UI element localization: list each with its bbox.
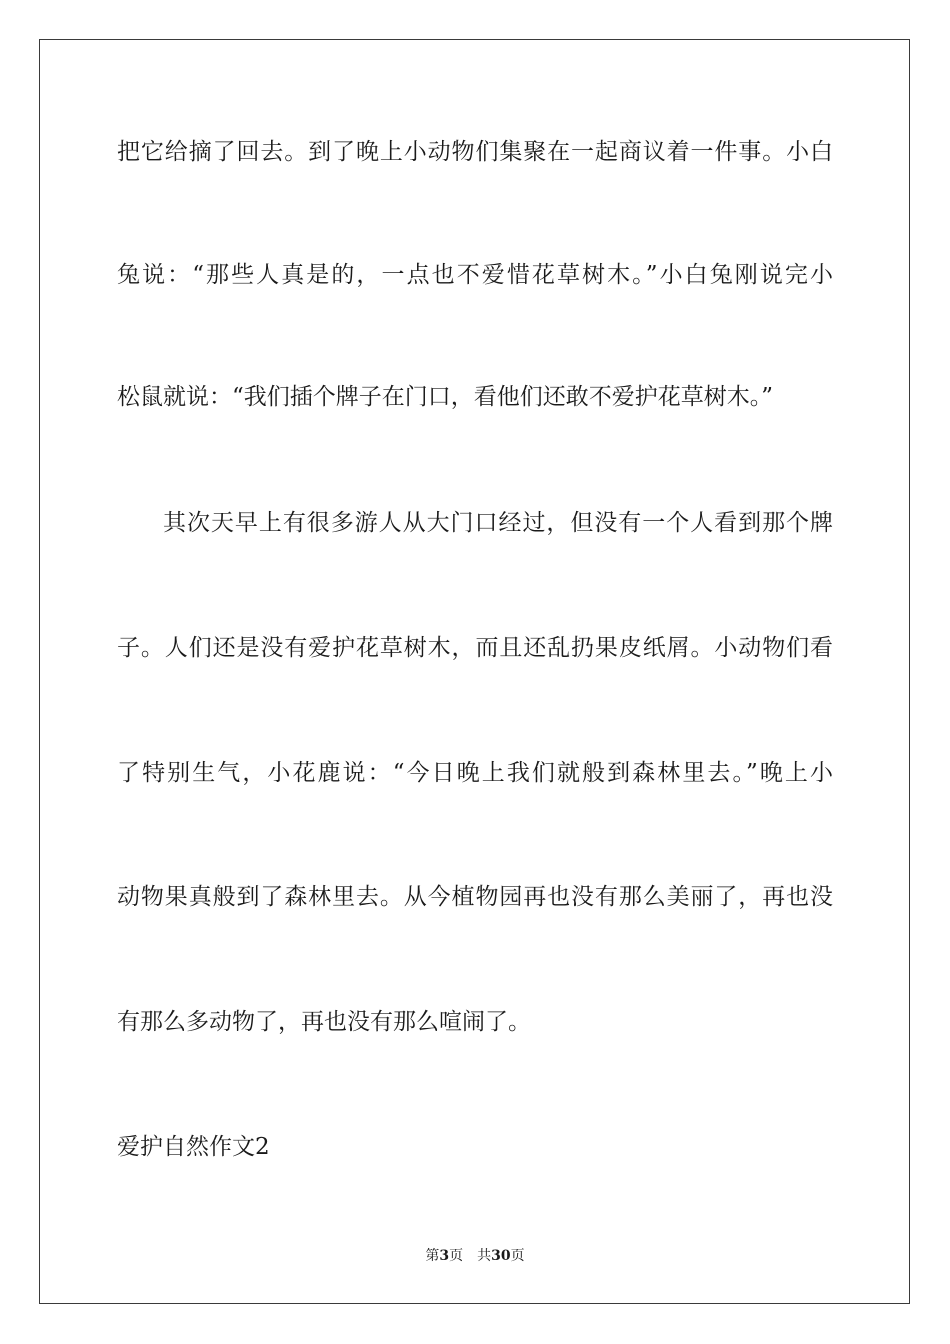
paragraph-line-8: 有那么多动物了，再也没有那么喧闹了。 (117, 1009, 531, 1035)
page-footer (0, 1247, 950, 1265)
footer-total-suffix: 页 (510, 1248, 525, 1264)
paragraph-line-5: 子。人们还是没有爱护花草树木，而且还乱扔果皮纸屑。小动物们看 (117, 635, 833, 661)
footer-page-number: 3 (439, 1248, 450, 1264)
paragraph-line-3: 松鼠就说：“我们插个牌子在门口，看他们还敢不爱护花草树木。” (117, 384, 774, 410)
section-heading: 爱护自然作文2 (117, 1134, 270, 1160)
footer-page-suffix: 页 (449, 1248, 464, 1264)
footer-total-prefix: 共 (477, 1248, 492, 1264)
footer-page-prefix: 第 (425, 1248, 440, 1264)
page-border (39, 39, 910, 1304)
paragraph-line-2: 兔说：“那些人真是的，一点也不爱惜花草树木。”小白兔刚说完小 (117, 262, 833, 288)
footer-total-number: 30 (491, 1248, 511, 1264)
paragraph-line-6: 了特别生气，小花鹿说：“今日晚上我们就般到森林里去。”晚上小 (117, 760, 833, 786)
paragraph-line-1: 把它给摘了回去。到了晚上小动物们集聚在一起商议着一件事。小白 (117, 139, 833, 165)
paragraph-line-4: 其次天早上有很多游人从大门口经过，但没有一个人看到那个牌 (163, 510, 833, 536)
paragraph-line-7: 动物果真般到了森林里去。从今植物园再也没有那么美丽了，再也没 (117, 884, 833, 910)
